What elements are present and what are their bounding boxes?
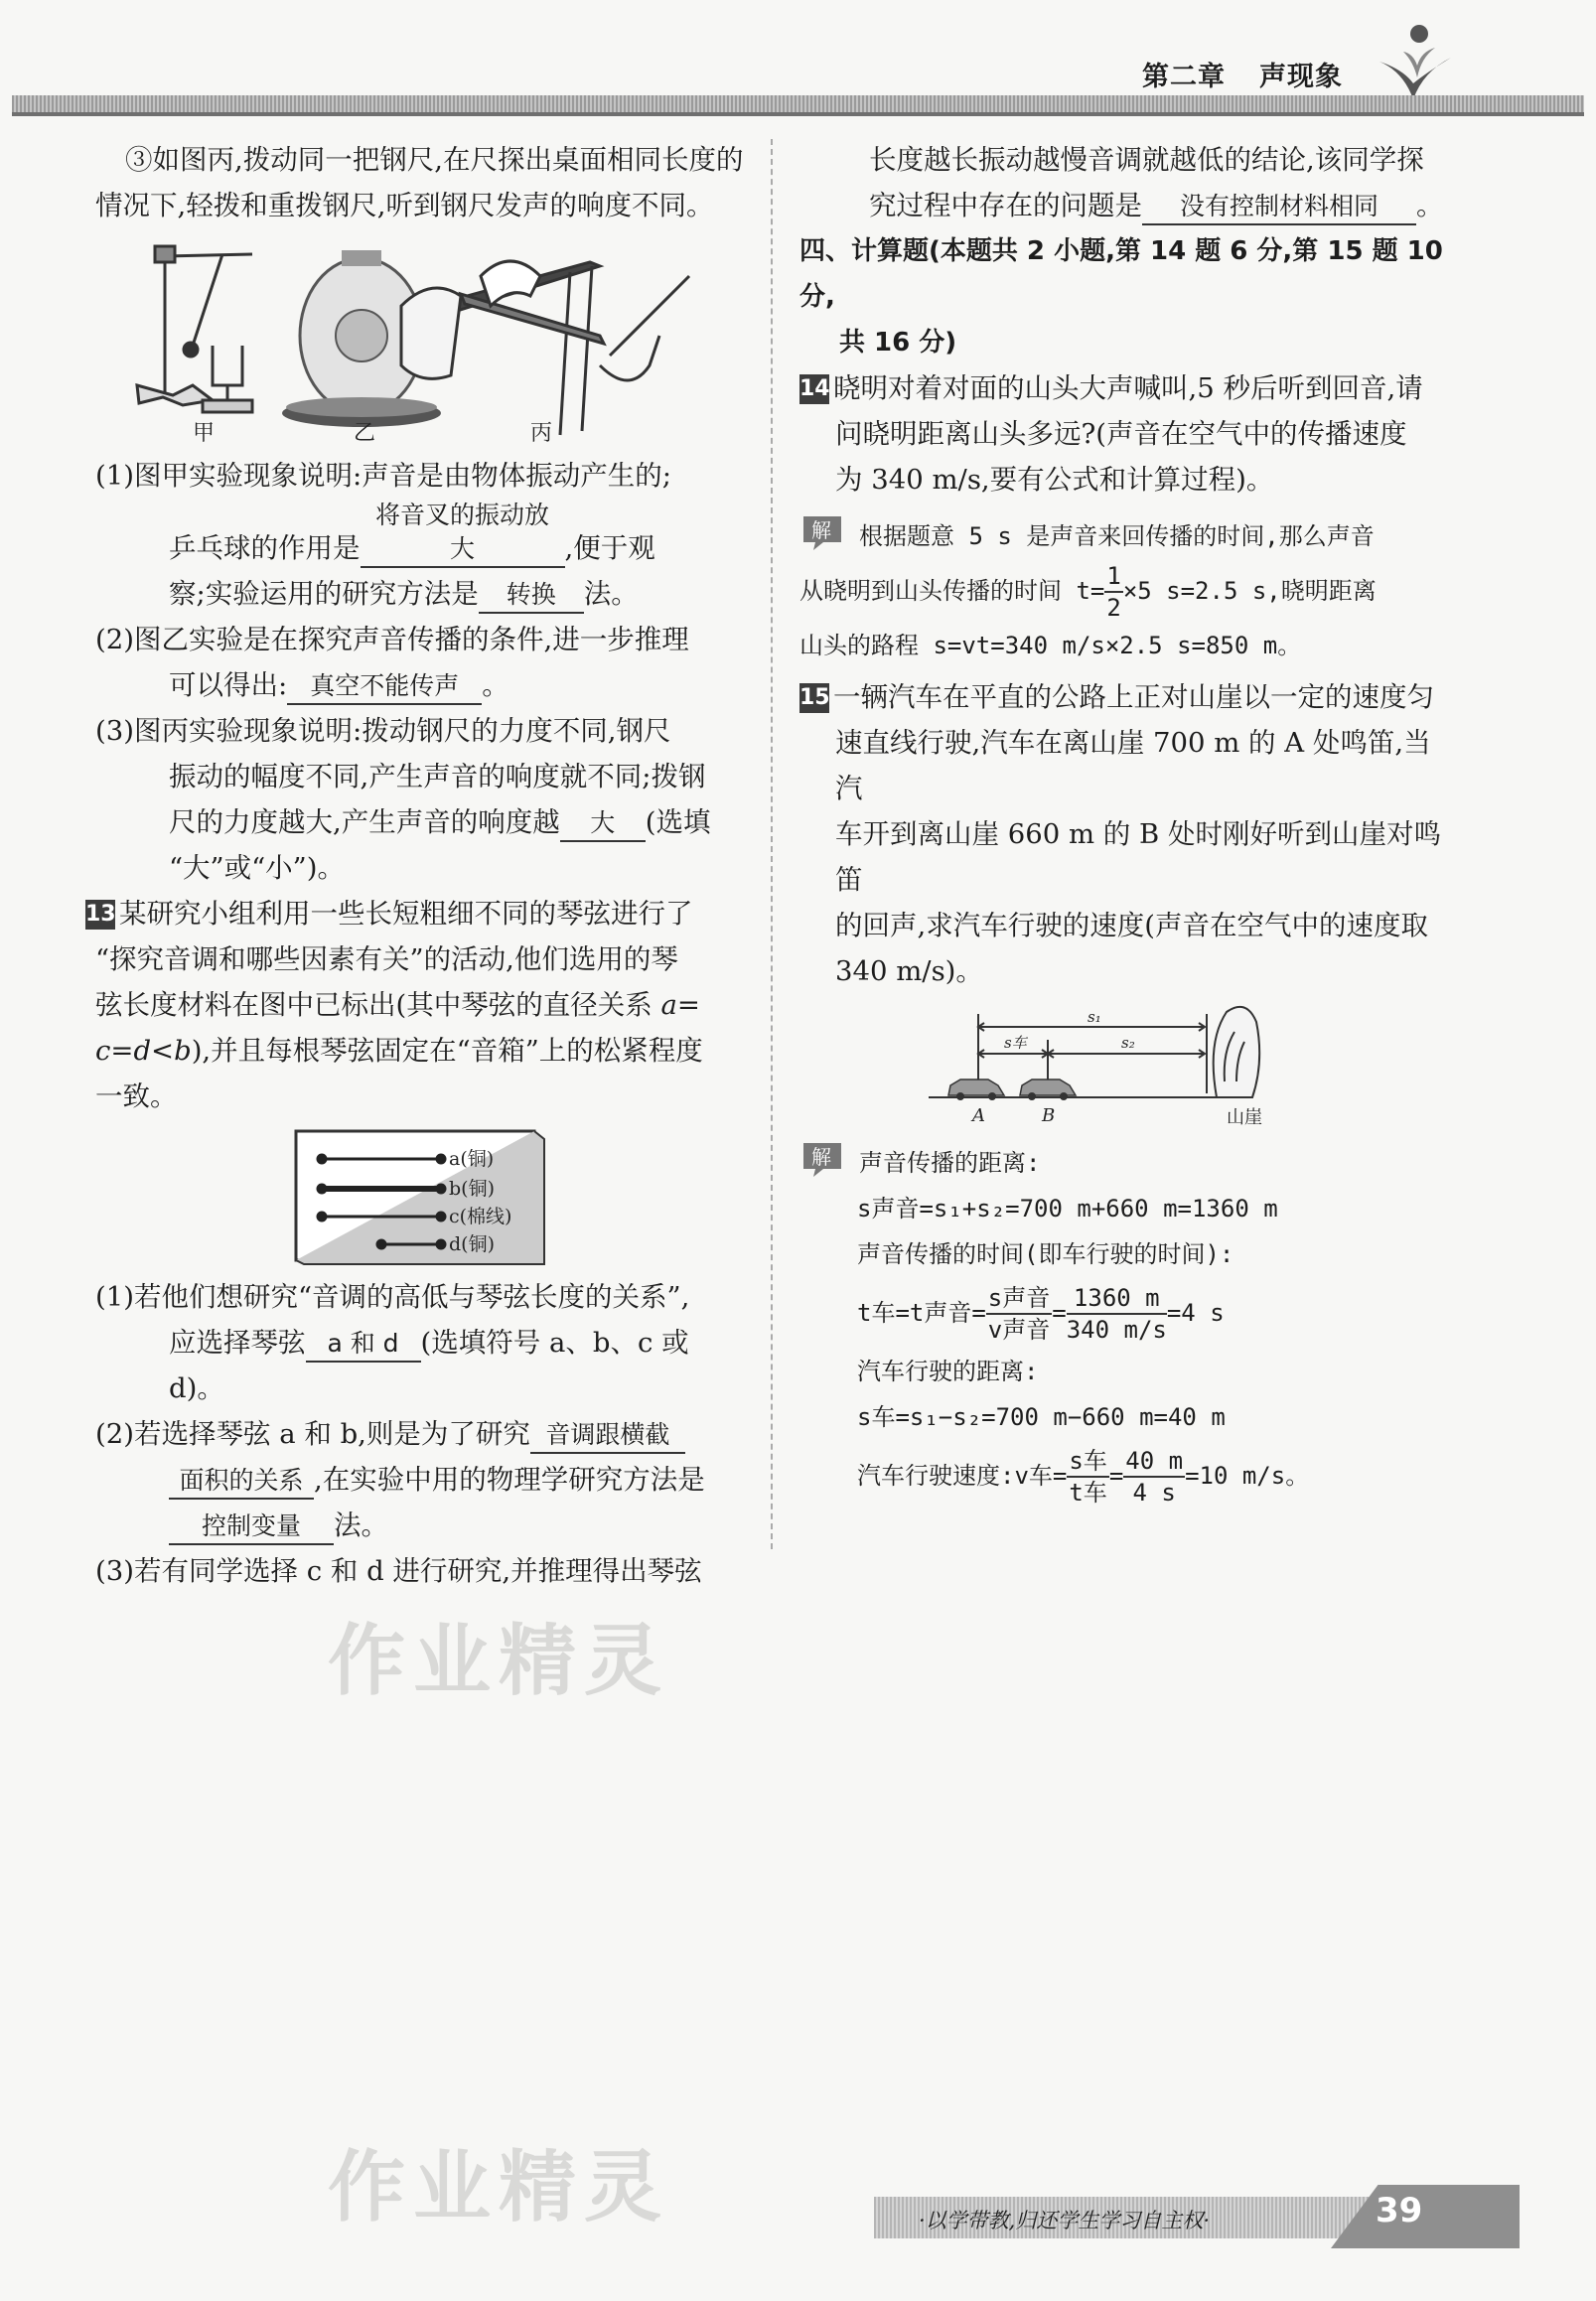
sol14-text-b2: ×5 s=2.5 s,晓明距离 bbox=[1122, 577, 1377, 605]
q13-text-a: 某研究小组利用一些长短粗细不同的琴弦进行了 bbox=[119, 898, 693, 930]
sol14-line1 bbox=[799, 512, 1455, 559]
q12-3-line1: ③如图丙,拨动同一把钢尺,在尺探出桌面相同长度的 bbox=[125, 144, 744, 176]
experiment-figure bbox=[133, 236, 709, 445]
sub3-end: 。 bbox=[1416, 190, 1444, 221]
publisher-logo-icon bbox=[1374, 22, 1453, 101]
sub2-text-c: 法。 bbox=[334, 1510, 388, 1541]
sol15-line5: 汽车行驶的距离: bbox=[857, 1358, 1039, 1385]
fraction-speed-2-den: 4 s bbox=[1132, 1479, 1176, 1507]
q13-line4 bbox=[95, 1028, 746, 1074]
fraction-half bbox=[1104, 561, 1122, 623]
q15-line3: 车开到离山崖 660 m 的 B 处时刚好听到山崖对鸣笛 bbox=[835, 818, 1441, 896]
part1-line3 bbox=[95, 571, 746, 617]
part3-line4: “大”或“小”)。 bbox=[169, 852, 345, 884]
q15-line4: 的回声,求汽车行驶的速度(声音在空气中的速度取 bbox=[835, 910, 1428, 941]
answer-method: 转换 bbox=[479, 578, 584, 614]
sub1-text-b: 应选择琴弦 bbox=[169, 1327, 306, 1359]
sub2-line3 bbox=[95, 1503, 746, 1548]
label-cliff: 山崖 bbox=[1227, 1107, 1262, 1128]
fraction-speed-1 bbox=[1067, 1446, 1108, 1508]
section4-title: 四、计算题(本题共 2 小题,第 14 题 6 分,第 15 题 10 分, bbox=[799, 236, 1443, 312]
label-B: B bbox=[1042, 1105, 1056, 1126]
fraction-time-1-num: s声音 bbox=[986, 1283, 1052, 1315]
q14-line3: 为 340 m/s,要有公式和计算过程)。 bbox=[835, 464, 1274, 496]
sol15-line2: s声音=s₁+s₂=700 m+660 m=1360 m bbox=[857, 1195, 1278, 1222]
sol15-line6: s车=s₁−s₂=700 m−660 m=40 m bbox=[857, 1403, 1226, 1431]
header-band bbox=[12, 95, 1584, 113]
sol14-text-a: 根据题意 5 s 是声音来回传播的时间,那么声音 bbox=[859, 522, 1375, 550]
sub1-text-c: (选填符号 a、b、c 或 d)。 bbox=[169, 1327, 689, 1404]
q15-line2: 速直线行驶,汽车在离山崖 700 m 的 A 处鸣笛,当汽 bbox=[835, 727, 1431, 804]
fraction-time-1-den: v声音 bbox=[987, 1316, 1051, 1344]
question-number-14: 14 bbox=[799, 374, 829, 404]
fraction-half-den: 2 bbox=[1106, 594, 1121, 622]
sub1-line2 bbox=[95, 1320, 746, 1411]
car-cliff-diagram bbox=[909, 1002, 1346, 1131]
sol15-text-4a: t车=t声音= bbox=[857, 1299, 986, 1327]
label-A: A bbox=[972, 1105, 985, 1126]
q13-text-d: ),并且每根琴弦固定在“音箱”上的松紧程度 bbox=[191, 1035, 703, 1067]
answer-study-2: 面积的关系 bbox=[169, 1464, 314, 1500]
right-column bbox=[799, 137, 1455, 1511]
sub2-text-b: ,在实验中用的物理学研究方法是 bbox=[314, 1464, 705, 1496]
fraction-time-2-den: 340 m/s bbox=[1066, 1316, 1167, 1344]
part1-line2 bbox=[95, 499, 746, 571]
string-box-figure bbox=[292, 1127, 550, 1266]
fraction-time-2 bbox=[1067, 1283, 1167, 1345]
fraction-half-num: 1 bbox=[1104, 561, 1122, 593]
string-label-c: c(棉线) bbox=[448, 1206, 511, 1227]
ruler-table-apparatus bbox=[401, 261, 689, 435]
answer-strings: a 和 d bbox=[306, 1327, 421, 1363]
q13-relation-2: c=d<b bbox=[95, 1035, 192, 1067]
q12-3-line2: 情况下,轻拨和重拨钢尺,听到钢尺发声的响度不同。 bbox=[95, 190, 714, 221]
label-s2: s₂ bbox=[1121, 1034, 1135, 1052]
part3-text-d: (选填 bbox=[645, 806, 711, 838]
q14-line2: 问晓明距离山头多远?(声音在空气中的传播速度 bbox=[835, 418, 1407, 450]
q15-line5: 340 m/s)。 bbox=[835, 955, 983, 987]
part1-text-c: ,便于观 bbox=[564, 532, 655, 564]
sol15-text-4b: =4 s bbox=[1166, 1299, 1225, 1327]
q15-line1 bbox=[799, 674, 1455, 720]
figure-label-bing: 丙 bbox=[529, 421, 552, 445]
sub3-line1: (3)若有同学选择 c 和 d 进行研究,并推理得出琴弦 bbox=[95, 1555, 702, 1587]
label-s1: s₁ bbox=[1088, 1008, 1101, 1026]
q14-line1 bbox=[799, 365, 1455, 411]
left-column bbox=[85, 137, 746, 1594]
part3-line2: 振动的幅度不同,产生声音的响度就不同;拨钢 bbox=[169, 761, 706, 792]
part1-text-b: 乒乓球的作用是 bbox=[169, 532, 361, 564]
part2-text-b: 可以得出: bbox=[169, 669, 288, 701]
solution-badge-icon-2 bbox=[799, 1139, 845, 1179]
string-label-a: a(铜) bbox=[448, 1148, 494, 1170]
string-label-b: b(铜) bbox=[448, 1178, 495, 1200]
fraction-speed-2 bbox=[1123, 1446, 1185, 1508]
sol15-text-7b: =10 m/s。 bbox=[1185, 1462, 1310, 1490]
fraction-time-1 bbox=[986, 1283, 1052, 1345]
part1-text-e: 法。 bbox=[583, 578, 639, 610]
q13-line5: 一致。 bbox=[95, 1080, 178, 1112]
fraction-time-2-num: 1360 m bbox=[1067, 1283, 1167, 1315]
sub3-cont-line2 bbox=[799, 183, 1455, 228]
solution-badge-icon bbox=[799, 512, 845, 552]
q14-text-a: 晓明对着对面的山头大声喊叫,5 秒后听到回音,请 bbox=[833, 372, 1423, 404]
answer-vacuum: 真空不能传声 bbox=[287, 669, 482, 705]
watermark-1: 作业精灵 bbox=[328, 1617, 670, 1706]
part2-text-c: 。 bbox=[482, 669, 509, 701]
q13-line1 bbox=[85, 891, 746, 936]
q13-line2: “探究音调和哪些因素有关”的活动,他们选用的琴 bbox=[95, 943, 678, 975]
sol15-line3: 声音传播的时间(即车行驶的时间): bbox=[857, 1240, 1234, 1268]
watermark-2: 作业精灵 bbox=[328, 2143, 670, 2232]
fraction-speed-1-den: t车 bbox=[1069, 1479, 1107, 1507]
tuning-fork-apparatus bbox=[137, 246, 252, 412]
answer-problem: 没有控制材料相同 bbox=[1142, 190, 1416, 225]
answer-study-1: 音调跟横截 bbox=[530, 1418, 685, 1454]
part3-line1: (3)图丙实验现象说明:拨动钢尺的力度不同,钢尺 bbox=[95, 715, 671, 747]
answer-loudness: 大 bbox=[560, 806, 646, 842]
string-label-d: d(铜) bbox=[448, 1233, 495, 1255]
chapter-label: 第二章 bbox=[1142, 62, 1226, 92]
answer-pingpong-role: 将音叉的振动放大 bbox=[361, 499, 565, 568]
sol14-line2 bbox=[799, 559, 1455, 623]
solution-badge-label-2: 解 bbox=[811, 1145, 831, 1169]
sol14-line3: 山头的路程 s=vt=340 m/s×2.5 s=850 m。 bbox=[799, 632, 1302, 659]
part1-line1: (1)图甲实验现象说明:声音是由物体振动产生的; bbox=[95, 460, 671, 492]
figure-label-jia: 甲 bbox=[192, 421, 215, 445]
sub3-cont-line1: 长度越长振动越慢音调就越低的结论,该同学探 bbox=[869, 144, 1424, 176]
page-number-tab bbox=[1331, 2185, 1520, 2248]
sol14-text-b1: 从晓明到山头传播的时间 t= bbox=[799, 577, 1105, 605]
fraction-speed-1-num: s车 bbox=[1067, 1446, 1108, 1478]
fraction-speed-2-num: 40 m bbox=[1123, 1446, 1185, 1478]
question-number-15: 15 bbox=[799, 683, 829, 713]
label-scar: s车 bbox=[1004, 1034, 1027, 1052]
part2-line1: (2)图乙实验是在探究声音传播的条件,进一步推理 bbox=[95, 624, 689, 655]
sub2-line1 bbox=[95, 1411, 746, 1457]
q13-relation-1: a= bbox=[660, 989, 700, 1021]
section4-title-2: 共 16 分) bbox=[839, 328, 957, 358]
sub3-text: 究过程中存在的问题是 bbox=[869, 190, 1142, 221]
sol15-line7: 汽车行驶速度:v车= $\frac{\text{s车}}{\text{t车}}$ = $\frac{40 m}{4 s}$ =10 m/s。 bbox=[857, 1447, 1310, 1507]
footer-slogan: ·以学带教,归还学生学习自主权· bbox=[919, 2209, 1211, 2232]
header-title bbox=[1142, 55, 1343, 93]
sol15-line1 bbox=[799, 1139, 1455, 1186]
part1-text-d: 察;实验运用的研究方法是 bbox=[169, 578, 479, 610]
q13-line3 bbox=[95, 982, 746, 1028]
sub2-text-a: (2)若选择琴弦 a 和 b,则是为了研究 bbox=[95, 1418, 530, 1450]
solution-badge-label: 解 bbox=[811, 518, 831, 542]
part2-line2 bbox=[95, 662, 746, 708]
figure-label-yi: 乙 bbox=[353, 421, 375, 445]
q13-text-c: 弦长度材料在图中已标出(其中琴弦的直径关系 bbox=[95, 989, 653, 1021]
question-number-13: 13 bbox=[85, 900, 115, 930]
sol15-text-7a: 汽车行驶速度:v车= bbox=[857, 1462, 1068, 1490]
column-divider bbox=[771, 139, 773, 1549]
part3-line3 bbox=[95, 799, 746, 845]
page-number: 39 bbox=[1376, 2191, 1423, 2230]
sub1-line1: (1)若他们想研究“音调的高低与琴弦长度的关系”, bbox=[95, 1281, 690, 1313]
sol15-text-1: 声音传播的距离: bbox=[859, 1149, 1041, 1177]
sub2-line2 bbox=[95, 1457, 746, 1503]
q15-text-a: 一辆汽车在平直的公路上正对山崖以一定的速度匀 bbox=[833, 681, 1434, 713]
sol15-line4: t车=t声音= $\frac{\text{s声音}}{\text{v声音}}$ = $\frac{1360 m}{340 m/s}$ =4 s bbox=[857, 1284, 1225, 1344]
chapter-title: 声现象 bbox=[1259, 62, 1343, 92]
part3-text-c: 尺的力度越大,产生声音的响度越 bbox=[169, 806, 560, 838]
answer-control-method: 控制变量 bbox=[169, 1510, 334, 1545]
header-rule bbox=[12, 112, 1584, 116]
